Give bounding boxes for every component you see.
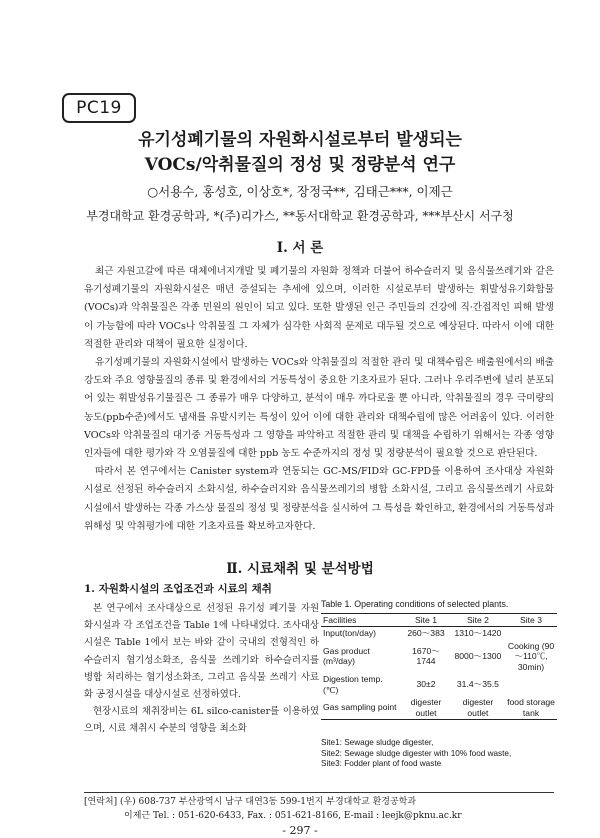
- section-1-heading: Ⅰ. 서 론: [276, 240, 324, 256]
- table-header-cell: Site 2: [451, 614, 505, 627]
- table-cell: 1670～1744: [412, 645, 440, 667]
- table-row: [321, 673, 557, 696]
- table-cell: Gas product (m³/day): [323, 645, 370, 667]
- table-header-cell: Site 1: [401, 614, 451, 627]
- table-cell: 31.4～35.5: [456, 679, 499, 690]
- subsection-heading: 1. 자원화시설의 조업조건과 시료의 채취: [84, 583, 272, 595]
- table-cell: food storage tank: [505, 696, 557, 720]
- table-caption: Table 1. Operating conditions of selected plants.: [321, 599, 509, 609]
- table-note: Site3: Fodder plant of food waste: [321, 759, 442, 768]
- table-notes: [321, 738, 561, 770]
- affiliation-list: 부경대학교 환경공학과, *(주)리가스, **동서대학교 환경공학과, ***부산시 서구청: [86, 209, 514, 223]
- intro-paragraph: 최근 자원고갈에 따른 대체에너지개발 및 폐기물의 자원화 정책과 더불어 하수슬러지 및 음식물쓰레기와 같은 유기성폐기물의 자원화시설은 매년 증설되는 추세에 있으며, 이러한 시설로부터 발생하는 휘발성유기화합물(VOCs)과 악취물질은 각종 민원의 원인이 되고 있다. 또한 발생된 인근 주민들의 건강에 직·간접적인 피해 발생이 가능함에 따라 VOCs나 악취물질 그 자체가 심각한 사회적 문제로 대두될 것으로 예상된다. 따라서 이에 대한 적절한 관리와 대책이 필요한 실정이다.: [84, 266, 554, 350]
- intro-paragraph: 유기성폐기물의 자원화시설에서 발생하는 VOCs와 악취물질의 적절한 관리 및 대책수립은 배출원에서의 배출강도와 주요 영향물질의 종류 및 환경에서의 거동특성이 중요한 기초자료가 된다. 그러나 우리주변에 널리 분포되어 있는 휘발성유기물질은 그 종류가 매우 다양하고, 분석이 매우 까다로울 뿐 아니라, 악취물질의 경우 극미량의 농도(ppb수준)에서도 냄새를 유발시키는 특성이 있어 이에 대한 관리와 대책수립에 많은 어려움이 있다. 이러한 VOCs와 악취물질의 대기중 거동특성과 그 영향을 파악하고 적절한 관리 및 대책을 수립하기 위해서는 각종 영향인자들에 대한 평가와 각 오염물질에 대한 ppb 농도 수준까지의 정성 및 정량분석이 필요할 것으로 판단된다.: [84, 357, 554, 460]
- table-cell: 260～383: [407, 628, 445, 638]
- table-row: [321, 696, 557, 720]
- table-cell: Digestion temp. (℃): [323, 674, 383, 695]
- page-number: - 297 -: [282, 824, 318, 837]
- operating-conditions-table: [321, 613, 557, 720]
- table-header-row: [321, 614, 557, 627]
- methods-paragraph: 본 연구에서 조사대상으로 선정된 유기성 폐기물 자원화시설과 각 조업조건을 Table 1에 나타내었다. 조사대상 시설은 Table 1에서 보는 바와 같이 국내의 전형적인 하수슬러지 혐기성소화조, 음식물 쓰레기와 하수슬러지를 병합 처리하는 혐기성소화조, 그리고 음식물 쓰레기 사료화 공정시설을 대상시설로 선정하였다.: [84, 603, 319, 701]
- footer-divider: [84, 792, 554, 793]
- table-cell: Gas sampling point: [321, 696, 401, 720]
- table-cell: 30±2: [416, 679, 436, 690]
- title-line-1: 유기성폐기물의 자원화시설로부터 발생되는: [138, 130, 462, 150]
- author-list: ○서용수, 홍성호, 이상호*, 장정국**, 김태근***, 이제근: [147, 184, 453, 199]
- section-2-heading: Ⅱ. 시료채취 및 분석방법: [226, 561, 374, 577]
- table-row: [321, 627, 557, 640]
- table-note: Site2: Sewage sludge digester with 10% food waste,: [321, 748, 512, 758]
- table-row: [321, 640, 557, 674]
- table-cell: [505, 627, 557, 640]
- methods-body: [84, 600, 319, 738]
- contact-address: [연락처] (우) 608-737 부산광역시 남구 대연3동 599-1번지 부경대학교 환경공학과: [84, 797, 417, 807]
- table-cell: Cooking (90～110℃, 30min): [507, 640, 555, 672]
- table-cell: digester outlet: [451, 696, 505, 720]
- table-header-cell: Facilities: [321, 614, 401, 627]
- table-cell: digester outlet: [401, 696, 451, 720]
- contact-details: 이제근 Tel. : 051-620-6433, Fax. : 051-621-8166, E-mail : leejk@pknu.ac.kr: [124, 811, 462, 821]
- title-line-2: VOCs/악취물질의 정성 및 정량분석 연구: [144, 155, 456, 175]
- paper-id-badge: PC19: [62, 93, 136, 123]
- table-cell: [505, 673, 557, 696]
- table-cell: Input(ton/day): [323, 628, 377, 638]
- methods-paragraph: 현장시료의 채취장비는 6L silco-canister를 이용하였으며, 시료 채취시 수분의 영향을 최소화: [84, 706, 319, 735]
- introduction-body: [84, 263, 554, 536]
- table-cell: 1310～1420: [454, 628, 502, 638]
- table-cell: 8000～1300: [454, 651, 502, 661]
- table-note: Site1: Sewage sludge digester,: [321, 738, 434, 747]
- table-header-cell: Site 3: [505, 614, 557, 627]
- intro-paragraph: 따라서 본 연구에서는 Canister system과 연동되는 GC-MS/FID와 GC-FPD를 이용하여 조사대상 자원화시설로 선정된 하수슬러지 소화시설, 하수슬러지와 음식물쓰레기의 병합 소화시설, 그리고 음식물쓰레기 사료화시설에서 발생하는 각종 가스상 물질의 정성 및 정량분석을 실시하여 그 특성을 확인하고, 환경에서의 거동특성과 위해성 및 악취평가에 대한 기초자료를 확보하고자한다.: [84, 466, 554, 532]
